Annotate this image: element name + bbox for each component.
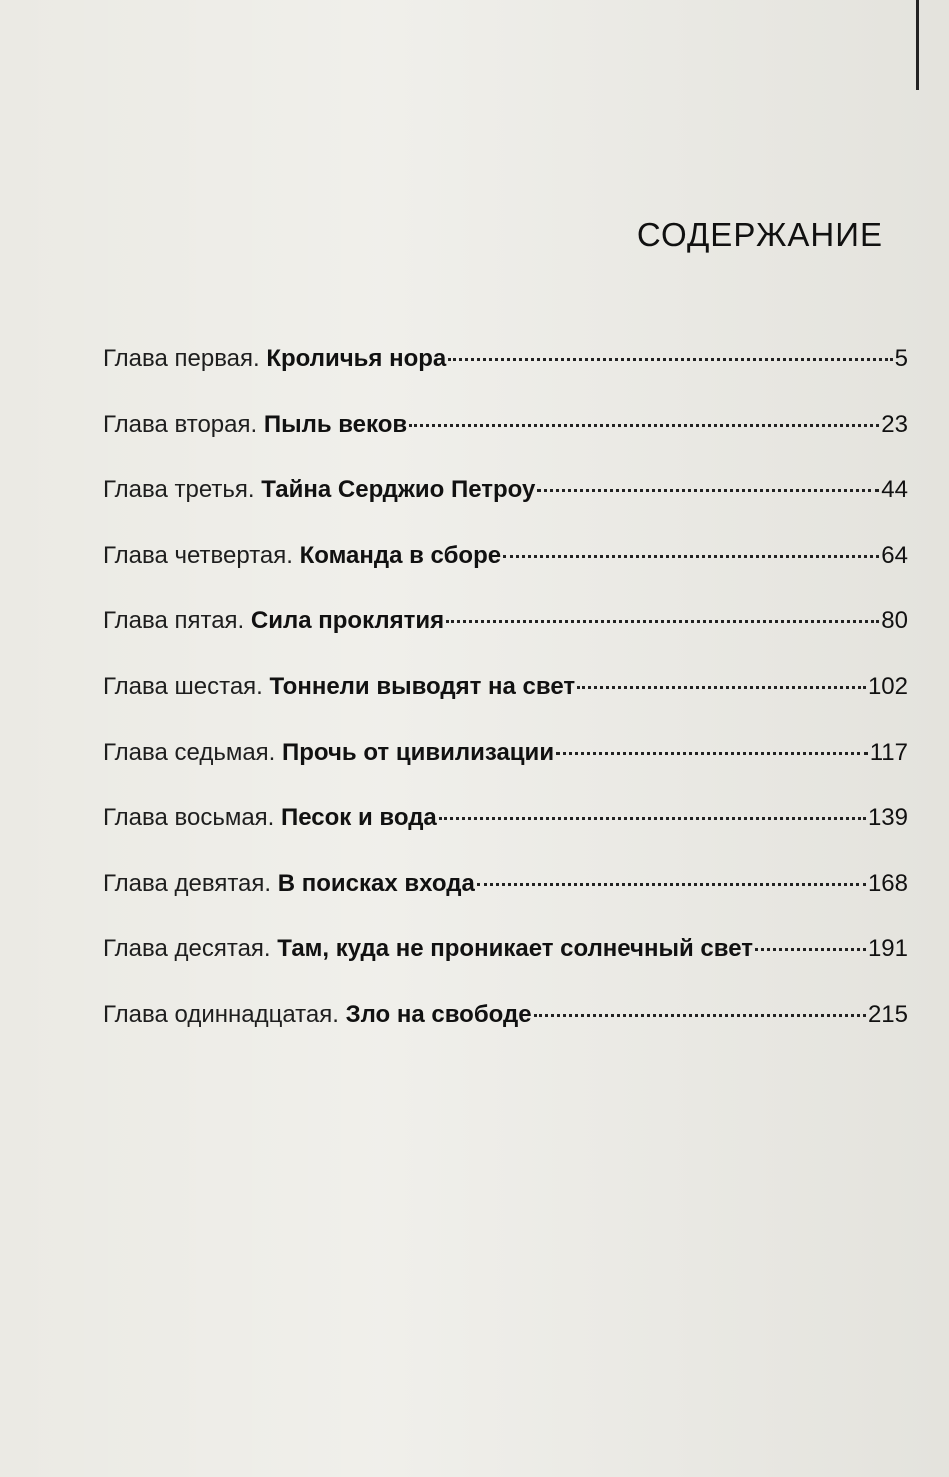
page-number: 191 [867, 935, 908, 963]
toc-entry[interactable] [103, 869, 908, 935]
page-number: 168 [867, 869, 908, 897]
chapter-title: Сила проклятия [250, 607, 445, 635]
toc-entry-label [103, 606, 444, 636]
page-number: 102 [867, 672, 908, 700]
chapter-title: Команда в сборе [299, 541, 502, 569]
dot-leader [503, 555, 879, 558]
toc-entry-label [103, 738, 554, 768]
chapter-title: Песок и вода [281, 804, 437, 832]
chapter-number: Глава седьмая. [103, 738, 276, 766]
chapter-number: Глава первая. [103, 345, 260, 372]
toc-entry[interactable] [103, 541, 908, 607]
chapter-number: Глава девятая. [103, 869, 272, 897]
chapter-title: В поисках входа [277, 869, 475, 897]
toc-entry-label [103, 475, 535, 505]
chapter-title: Там, куда не проникает солнечный свет [277, 935, 753, 963]
chapter-number: Глава шестая. [103, 672, 263, 700]
chapter-number: Глава десятая. [103, 935, 271, 963]
chapter-number: Глава одиннадцатая. [103, 1000, 339, 1028]
page-edge-line [916, 0, 919, 90]
dot-leader [446, 620, 879, 623]
chapter-title: Прочь от цивилизации [282, 738, 555, 766]
page-number: 139 [867, 804, 908, 832]
toc-entry[interactable] [103, 1000, 908, 1066]
dot-leader [755, 948, 866, 951]
toc-entry[interactable] [103, 344, 908, 410]
page-number: 215 [867, 1000, 908, 1028]
toc-entry-label [103, 410, 407, 440]
toc-entry-label [103, 541, 501, 571]
dot-leader [556, 752, 868, 755]
toc-entry[interactable] [103, 475, 908, 541]
chapter-title: Пыль веков [263, 410, 408, 438]
chapter-title: Тайна Серджио Петроу [261, 476, 536, 504]
dot-leader [537, 489, 879, 492]
page-number: 5 [894, 345, 908, 372]
chapter-title: Тоннели выводят на свет [269, 672, 576, 700]
dot-leader [534, 1014, 866, 1017]
toc-entry[interactable] [103, 410, 908, 476]
chapter-title: Зло на свободе [345, 1000, 532, 1028]
toc-entry[interactable] [103, 672, 908, 738]
toc-entry-label [103, 934, 753, 964]
toc-entry[interactable] [103, 934, 908, 1000]
page-number: 44 [881, 476, 908, 504]
toc-entry[interactable] [103, 606, 908, 672]
chapter-number: Глава вторая. [103, 410, 258, 438]
chapter-number: Глава третья. [103, 476, 255, 504]
table-of-contents [103, 344, 908, 1066]
page-number: 117 [869, 738, 908, 766]
dot-leader [409, 424, 879, 427]
toc-entry[interactable] [103, 803, 908, 869]
page-title: СОДЕРЖАНИЕ [636, 216, 883, 253]
dot-leader [477, 883, 866, 886]
toc-entry[interactable] [103, 738, 908, 804]
dot-leader [439, 817, 866, 820]
chapter-number: Глава восьмая. [103, 804, 275, 832]
page-number: 64 [881, 541, 908, 569]
chapter-number: Глава четвертая. [103, 541, 293, 569]
dot-leader [448, 358, 892, 361]
toc-entry-label [103, 869, 475, 899]
toc-entry-label [103, 672, 575, 702]
toc-entry-label [103, 803, 437, 833]
page-number: 23 [881, 410, 908, 438]
chapter-number: Глава пятая. [103, 607, 245, 635]
toc-entry-label [103, 1000, 532, 1030]
chapter-title: Кроличья нора [266, 345, 447, 372]
dot-leader [577, 686, 866, 689]
toc-entry-label [103, 344, 446, 374]
page-number: 80 [881, 607, 908, 635]
